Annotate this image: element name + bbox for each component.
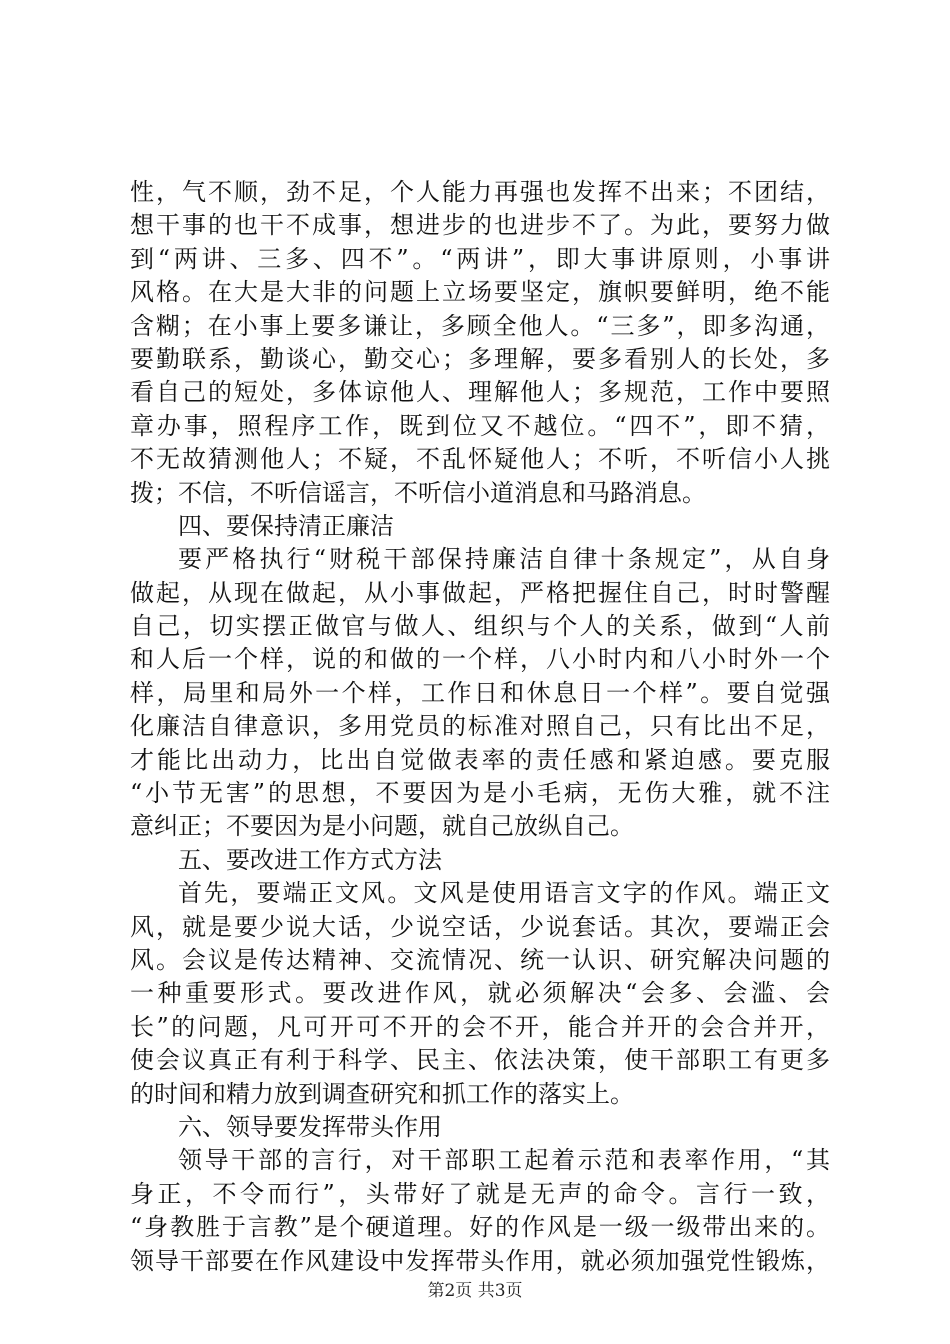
text-line: 化廉洁自律意识，多用党员的标准对照自己，只有比出不足， (130, 712, 830, 741)
text-line: 看自己的短处，多体谅他人、理解他人；多规范，工作中要照 (130, 378, 830, 407)
section-heading-5: 五、要改进工作方式方法 (178, 845, 442, 874)
text-line: 领导干部要在作风建设中发挥带头作用，就必须加强党性锻炼， (130, 1246, 830, 1275)
paragraph-first-line: 领导干部的言行，对干部职工起着示范和表率作用，“其 (178, 1146, 830, 1175)
text-line: 要勤联系，勤谈心，勤交心；多理解，要多看别人的长处，多 (130, 344, 830, 373)
text-line: 才能比出动力，比出自觉做表率的责任感和紧迫感。要克服 (130, 745, 830, 774)
text-line: 想干事的也干不成事，想进步的也进步不了。为此，要努力做 (130, 211, 830, 240)
text-line: 不无故猜测他人；不疑，不乱怀疑他人；不听，不听信小人挑 (130, 445, 830, 474)
paragraph-first-line: 要严格执行“财税干部保持廉洁自律十条规定”，从自身 (178, 545, 830, 574)
text-line: 拨；不信，不听信谣言，不听信小道消息和马路消息。 (130, 478, 706, 507)
text-line: 的时间和精力放到调查研究和抓工作的落实上。 (130, 1079, 634, 1108)
section-heading-4: 四、要保持清正廉洁 (178, 511, 394, 540)
paragraph-first-line: 首先，要端正文风。文风是使用语言文字的作风。端正文 (178, 879, 830, 908)
text-line: “身教胜于言教”是个硬道理。好的作风是一级一级带出来的。 (130, 1213, 830, 1242)
page-number-footer: 第2页 共3页 (427, 1281, 523, 1301)
section-heading-6: 六、领导要发挥带头作用 (178, 1112, 442, 1141)
text-line: 做起，从现在做起，从小事做起，严格把握住自己，时时警醒 (130, 578, 830, 607)
text-line: 到“两讲、三多、四不”。“两讲”，即大事讲原则，小事讲 (130, 244, 830, 273)
text-line: 身正，不令而行”，头带好了就是无声的命令。言行一致， (130, 1179, 830, 1208)
text-line: 长”的问题，凡可开可不开的会不开，能合并开的会合并开， (130, 1012, 830, 1041)
text-line: 风，就是要少说大话，少说空话，少说套话。其次，要端正会 (130, 912, 830, 941)
text-line: 意纠正；不要因为是小问题，就自己放纵自己。 (130, 812, 634, 841)
document-body (130, 176, 830, 1278)
text-line: 风。会议是传达精神、交流情况、统一认识、研究解决问题的 (130, 945, 830, 974)
text-line: 风格。在大是大非的问题上立场要坚定，旗帜要鲜明，绝不能 (130, 278, 830, 307)
text-line: “小节无害”的思想，不要因为是小毛病，无伤大雅，就不注 (130, 779, 830, 808)
text-line: 自己，切实摆正做官与做人、组织与个人的关系，做到“人前 (130, 612, 830, 641)
text-line: 含糊；在小事上要多谦让，多顾全他人。“三多”，即多沟通， (130, 311, 830, 340)
text-line: 一种重要形式。要改进作风，就必须解决“会多、会滥、会 (130, 979, 830, 1008)
text-line: 章办事，照程序工作，既到位又不越位。“四不”，即不猜， (130, 411, 830, 440)
text-line: 和人后一个样，说的和做的一个样，八小时内和八小时外一个 (130, 645, 830, 674)
text-line: 使会议真正有利于科学、民主、依法决策，使干部职工有更多 (130, 1046, 830, 1075)
text-line: 样，局里和局外一个样，工作日和休息日一个样”。要自觉强 (130, 678, 830, 707)
text-line: 性，气不顺，劲不足，个人能力再强也发挥不出来；不团结， (130, 178, 830, 206)
